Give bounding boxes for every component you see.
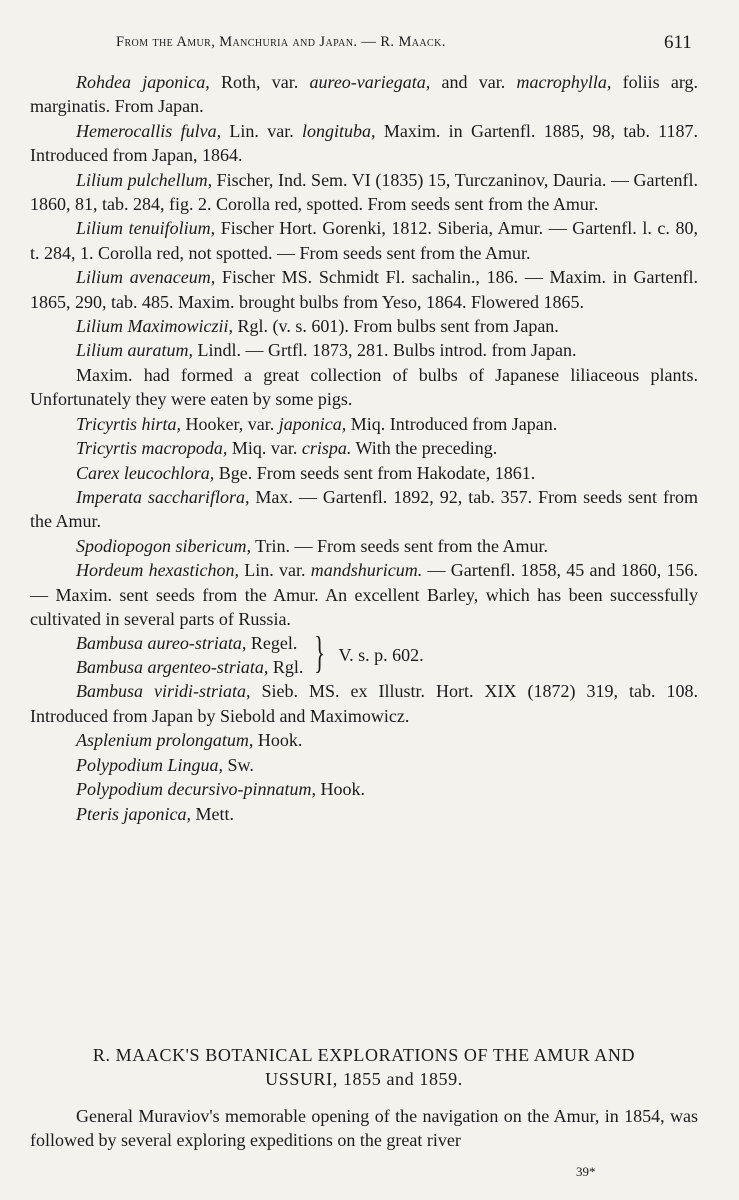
entry-tricyrtis-macropoda: Tricyrtis macropoda, Miq. var. crispa. With the preceding.	[76, 438, 498, 459]
bambusa-names: Bambusa aureo-striata, Regel. Bambusa argenteo-striata, Rgl.	[76, 632, 304, 678]
fern-item: Polypodium decursivo-pinnatum, Hook.	[76, 779, 365, 800]
signature-mark: 39*	[576, 1164, 596, 1179]
brace-glyph: }	[314, 628, 326, 678]
bambusa-reference: V. s. p. 602.	[338, 644, 424, 665]
entry-lilium-auratum: Lilium auratum, Lindl. — Grtfl. 1873, 281. Bulbs introd. from Japan.	[76, 340, 577, 361]
running-title: From the Amur, Manchuria and Japan. — R. Maack.	[116, 34, 446, 50]
entry-lilium-pulchellum: Lilium pulchellum, Fischer, Ind. Sem. VI (1835) 15, Turczaninov, Dauria. — Gartenfl. 1860, 81, tab. 284, fig. 2. Corolla red, spotted. From seeds sent from the Amur.	[30, 169, 698, 215]
entry-bambusa-viridi: Bambusa viridi-striata, Sieb. MS. ex Illustr. Hort. XIX (1872) 319, tab. 108. Introduced from Japan by Siebold and Maximowicz.	[30, 681, 698, 726]
entry-imperata: Imperata sacchariflora, Max. — Gartenfl. 1892, 92, tab. 357. From seeds sent from the Amur.	[30, 486, 698, 532]
entry-hemerocallis: Hemerocallis fulva, Lin. var. longituba, Maxim. in Gartenfl. 1885, 98, tab. 1187. Introduced from Japan, 1864.	[30, 120, 698, 166]
fern-item: Pteris japonica, Mett.	[76, 803, 234, 824]
entry-tricyrtis-hirta: Tricyrtis hirta, Hooker, var. japonica, Miq. Introduced from Japan.	[76, 413, 558, 434]
section-paragraph: General Muraviov's memorable opening of the navigation on the Amur, in 1854, was followed by several exploring expeditions on the great river	[30, 1106, 698, 1151]
section-body	[30, 1104, 698, 1153]
entry-carex: Carex leucochlora, Bge. From seeds sent from Hakodate, 1861.	[76, 462, 536, 483]
entry-lilium-avenaceum: Lilium avenaceum, Fischer MS. Schmidt Fl. sachalin., 186. — Maxim. in Gartenfl. 1865, 290, tab. 485. Maxim. brought bulbs from Yeso, 1864. Flowered 1865.	[30, 267, 698, 312]
bambusa-pair	[76, 628, 698, 679]
page-number: 611	[664, 32, 692, 53]
entry-lilium-tenuifolium: Lilium tenuifolium, Fischer Hort. Gorenki, 1812. Siberia, Amur. — Gartenfl. l. c. 80, t. 284, 1. Corolla red, not spotted. — From seeds sent from the Amur.	[30, 218, 699, 263]
entry-rohdea: Rohdea japonica, Roth, var. aureo-variegata, and var. macrophylla, foliis arg. marginatis. From Japan.	[30, 72, 699, 117]
fern-item: Polypodium Lingua, Sw.	[76, 754, 254, 775]
section-title-line2: USSURI, 1855 and 1859.	[265, 1069, 463, 1089]
entry-lilium-maximowiczii: Lilium Maximowiczii, Rgl. (v. s. 601). From bulbs sent from Japan.	[76, 316, 559, 337]
running-header	[0, 32, 739, 58]
species-list	[30, 70, 698, 827]
fern-item: Asplenium prolongatum, Hook.	[76, 730, 303, 751]
entry-spodiopogon: Spodiopogon sibericum, Trin. — From seeds sent from the Amur.	[76, 535, 549, 556]
note-maxim-bulbs: Maxim. had formed a great collection of bulbs of Japanese liliaceous plants. Unfortunately they were eaten by some pigs.	[30, 364, 698, 410]
entry-hordeum: Hordeum hexastichon, Lin. var. mandshuricum. — Gartenfl. 1858, 45 and 1860, 156. — Maxim. sent seeds from the Amur. An excellent Barley, which has been successfully cultivated in several parts of Russia.	[30, 560, 698, 629]
section-title-line1: R. MAACK'S BOTANICAL EXPLORATIONS OF THE AMUR AND	[92, 1045, 636, 1065]
section-heading	[30, 1043, 698, 1091]
